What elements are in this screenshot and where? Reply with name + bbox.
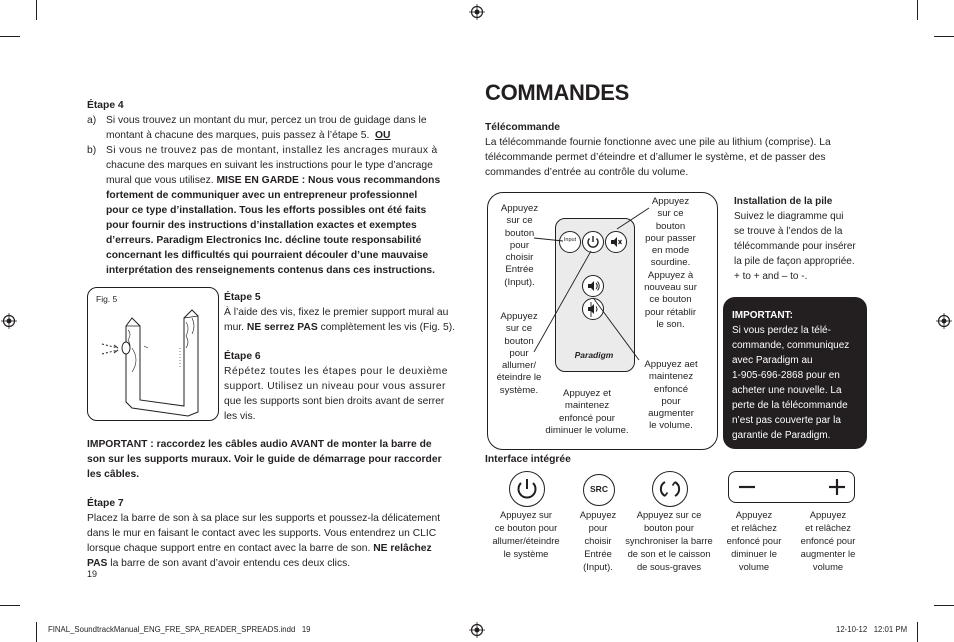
warning-line: concernant les difficultés qui pourraient découler d’une mauvaise <box>106 250 429 261</box>
important-cables-line: IMPORTANT : raccordez les câbles audio AVANT de monter la barre de <box>87 439 432 450</box>
panel-minus-description: Appuyez et relâchez enfoncé pour diminuer le volume <box>726 509 782 572</box>
step6-line: Répétez toutes les étapes pour le deuxième <box>224 366 449 377</box>
step6-line: les vis. <box>224 411 256 422</box>
footer-timestamp <box>836 625 907 634</box>
important-box-line: perte de la télécommande <box>732 400 848 411</box>
callout-volume-down: Appuyez et maintenez enfoncé pour diminuer le volume. <box>545 388 629 436</box>
warning-lead: MISE EN GARDE : Nous vous recommandons <box>216 175 441 186</box>
important-box-line: garantie de Paradigm. <box>732 430 831 441</box>
important-box-line: n’est pas couverte par la <box>732 415 841 426</box>
warning-line: pour ce type d’installation. Tous les efforts possibles ont été faits <box>106 205 427 216</box>
step4-b-marker: b) <box>87 145 97 156</box>
warning-line: d’erreurs. Paradigm Electronics Inc. décline toute responsabilité <box>106 235 422 246</box>
wall-bracket-illustration-icon <box>88 288 218 420</box>
footer-page: 19 <box>301 625 311 634</box>
step7-line <box>87 556 350 571</box>
step4-b-line2: chacune des marques en suivant les instructions pour le type d’ancrage <box>106 160 433 171</box>
crop-mark <box>36 622 37 642</box>
step5-bold: NE serrez PAS <box>246 322 318 333</box>
panel-src-description: Appuyez pour choisir Entrée (Input). <box>579 509 617 572</box>
warning-line: pour fournir des instructions d’installation exactes et exemptes <box>106 220 417 231</box>
crop-mark <box>0 605 20 606</box>
panel-src-button[interactable] <box>583 474 615 506</box>
registration-mark-icon <box>469 4 485 20</box>
step7-line: Placez la barre de son à sa place sur les supports et poussez-la délicatement <box>87 513 441 524</box>
battery-line: télécommande pour insérer <box>734 241 856 252</box>
battery-line: Suivez le diagramme qui <box>734 211 844 222</box>
minus-icon[interactable] <box>737 477 757 497</box>
step6-title: Étape 6 <box>224 351 261 362</box>
important-box-title: IMPORTANT: <box>732 310 793 321</box>
plus-icon[interactable] <box>827 477 847 497</box>
important-box-line: acheter une nouvelle. La <box>732 385 842 396</box>
panel-volume-rocker <box>728 471 855 503</box>
remote-description: télécommande permet d’éteindre et d’allumer le système, et de passer des <box>485 152 826 163</box>
crop-mark <box>934 36 954 37</box>
crop-mark <box>0 36 20 37</box>
warning-line: interprétation des renseignements contenus dans ces instructions. <box>106 265 436 276</box>
step5-text-end: complètement les vis (Fig. 5). <box>320 322 456 333</box>
battery-line: la pile de façon appropriée. <box>734 256 855 267</box>
warning-line: fortement de communiquer avec un entrepreneur professionnel <box>106 190 418 201</box>
step7-line: dans le mur en faisant le contact avec les supports. Vous entendrez un CLIC <box>87 528 437 539</box>
panel-power-button[interactable] <box>509 471 545 507</box>
step4-b-text: mural que vous utilisez. <box>106 175 214 186</box>
callout-power: Appuyez sur ce bouton pour allumer/ éteindre le système. <box>496 311 542 396</box>
step7-line <box>87 541 432 556</box>
figure-label: Fig. 5 <box>96 294 118 304</box>
step4-a-text: montant à chacune des marques, puis passez à l’étape 5. <box>106 130 370 141</box>
step7-text: lorsque chaque support entre en contact avec la barre de son. <box>87 543 371 554</box>
step5-line1: À l’aide des vis, fixez le premier support mural au <box>224 307 449 318</box>
remote-description: La télécommande fournie fonctionne avec une pile au lithium (comprise). La <box>485 137 831 148</box>
footer-filename: FINAL_SoundtrackManual_ENG_FRE_SPA_READER_SPREADS.indd <box>48 625 296 634</box>
step6-line: support. Utilisez un niveau pour vous assurer <box>224 381 446 392</box>
battery-polarity: + to + and – to -. <box>734 271 808 282</box>
step5-text: mur. <box>224 322 245 333</box>
registration-mark-icon <box>936 313 952 329</box>
step4-b-line1: Si vous ne trouvez pas de montant, installez les ancrages muraux à <box>106 145 438 156</box>
callout-input: Appuyez sur ce bouton pour choisir Entrée (Input). <box>500 203 539 288</box>
page-heading: COMMANDES <box>485 80 629 105</box>
important-cables-line: les câbles. <box>87 469 140 480</box>
panel-plus-description: Appuyez et relâchez enfoncé pour augmenter le volume <box>800 509 856 572</box>
src-label: SRC <box>590 484 608 494</box>
step7-bold: PAS <box>87 558 108 569</box>
sync-icon <box>653 472 687 506</box>
step7-bold: NE relâchez <box>373 543 432 554</box>
panel-sync-description: Appuyez sur ce bouton pour synchroniser la barre de son et le caisson de sous-graves <box>625 509 713 572</box>
crop-mark <box>917 0 918 20</box>
important-box-line: 1-905-696-2868 pour en <box>732 370 840 381</box>
panel-power-description: Appuyez sur ce bouton pour allumer/éteindre le système <box>492 509 560 559</box>
step7-title: Étape 7 <box>87 498 124 509</box>
interface-title: Interface intégrée <box>485 454 571 465</box>
battery-line: se trouve à l’endos de la <box>734 226 843 237</box>
footer-date: 12-10-12 <box>836 625 868 634</box>
important-cables-line: son sur les supports muraux. Voir le guide de démarrage pour raccorder <box>87 454 442 465</box>
crop-mark <box>917 622 918 642</box>
step4-a-marker: a) <box>87 115 97 126</box>
important-box <box>723 297 867 449</box>
step4-a-line2 <box>106 128 391 143</box>
registration-mark-icon <box>469 622 485 638</box>
crop-mark <box>36 0 37 20</box>
remote-description: commandes d’entrée au contrôle du volume. <box>485 167 689 178</box>
footer-time: 12:01 PM <box>873 625 908 634</box>
callout-volume-up: Appuyez aet maintenez enfoncé pour augmenter le volume. <box>644 359 698 432</box>
step4-title: Étape 4 <box>87 100 124 111</box>
important-box-line: avec Paradigm au <box>732 355 813 366</box>
remote-title: Télécommande <box>485 122 560 133</box>
panel-sync-button[interactable] <box>652 471 688 507</box>
step7-text: la barre de son avant d’avoir entendu ces deux clics. <box>110 558 351 569</box>
page-number: 19 <box>87 569 98 579</box>
figure-5-frame <box>87 287 219 421</box>
battery-title: Installation de la pile <box>734 196 833 207</box>
step4-ou: OU <box>375 130 391 141</box>
step5-title: Étape 5 <box>224 292 261 303</box>
remote-brand-logo: Paradigm <box>574 350 614 360</box>
remote-input-label: Input <box>563 237 577 243</box>
step4-a-line1: Si vous trouvez un montant du mur, percez un trou de guidage dans le <box>106 115 427 126</box>
step6-line: que les supports sont bien droits avant de serrer <box>224 396 445 407</box>
important-box-line: commande, communiquez <box>732 340 850 351</box>
step4-b-line3 <box>106 173 440 188</box>
power-icon <box>510 472 544 506</box>
step5-line2 <box>224 320 455 335</box>
callout-mute: Appuyez sur ce bouton pour passer en mode sourdine. Appuyez à nouveau sur ce bouton pour rétablir le son. <box>644 196 697 330</box>
important-box-line: Si vous perdez la télé- <box>732 325 831 336</box>
registration-mark-icon <box>1 313 17 329</box>
crop-mark <box>934 605 954 606</box>
footer-slug <box>48 625 311 634</box>
